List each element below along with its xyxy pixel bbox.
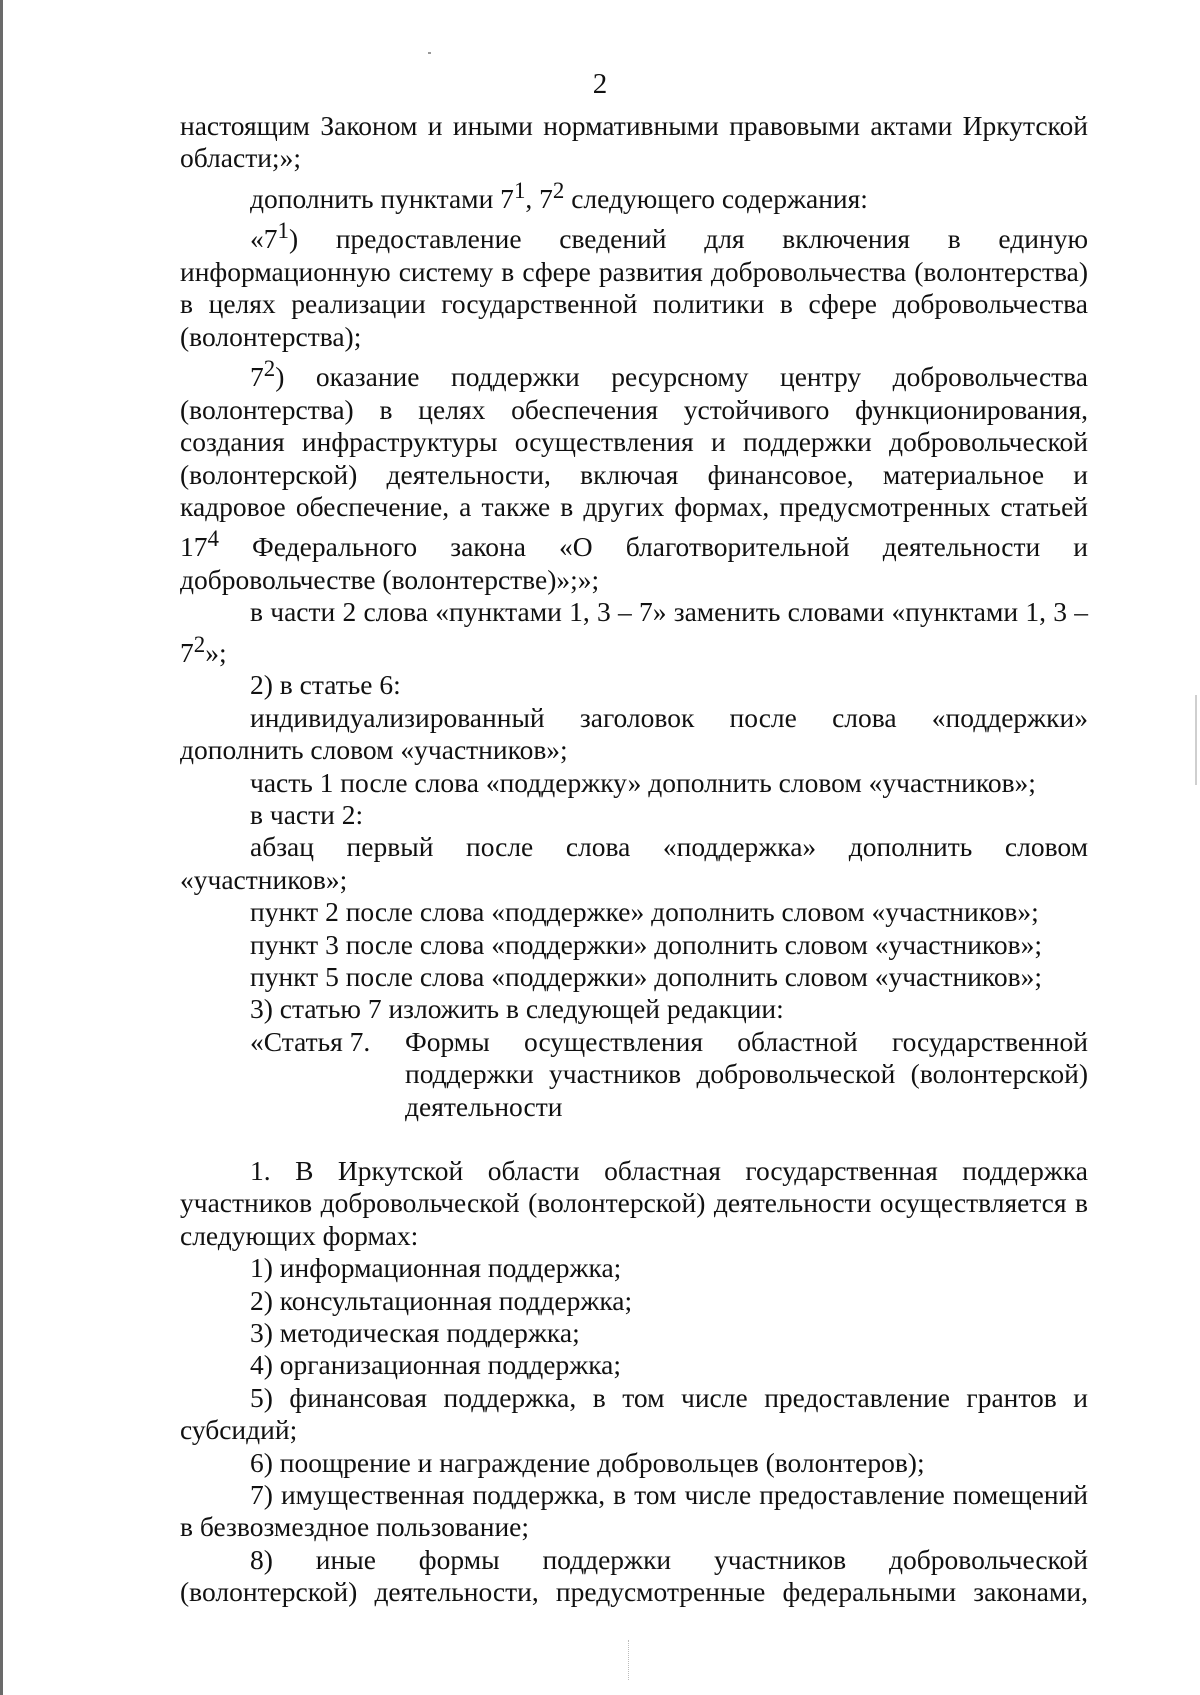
paragraph: $7^2$) оказание поддержки ресурсному центру добровольчества (волонтерства) в целях обеспечения устойчивого функционирования, создания инфраструктуры осуществления и поддержки добровольческой (волонтерской) деятельности, включая финансовое, материальное и кадровое обеспечение, а также в других формах, предусмотренных статьей $17^4$ Федерального закона «О благотворительной деятельности и добровольчестве (волонтерстве)»;»; (180, 356, 1088, 595)
list-item: 2) консультационная поддержка; (250, 1284, 633, 1316)
list-item: 3) методическая поддержка; (250, 1317, 580, 1348)
paragraph: 1. В Иркутской области областная государственная поддержка участников добровольческой (волонтерской) деятельности осуществляется в следующих формах: (180, 1154, 1088, 1251)
paragraph: в части 2 слова «пунктами 1, 3 – 7» заменить словами «пунктами 1, $3 - 7^2$»; (180, 596, 1088, 668)
paragraph: абзац первый после слова «поддержка» дополнить словом «участников»; (180, 831, 1088, 895)
list-item: 6) поощрение и награждение добровольцев (волонтеров); (250, 1446, 925, 1478)
scan-bottom-mark (628, 1640, 630, 1680)
article-heading-title: Формы осуществления областной государственной поддержки участников добровольческой (волонтерской) деятельности (405, 1025, 1088, 1122)
page-edge-shadow (0, 0, 3, 1695)
paragraph: 2) в статье 6: (250, 669, 401, 701)
page-number: 2 (592, 68, 608, 100)
paragraph: часть 1 после слова «поддержку» дополнить словом «участников»; (250, 766, 1036, 798)
list-item: 8) иные формы поддержки участников добровольческой (волонтерской) деятельности, предусмотренные федеральными законами, (180, 1543, 1088, 1608)
paragraph: 3) статью 7 изложить в следующей редакции: (250, 993, 784, 1025)
paragraph: в части 2: (250, 798, 364, 830)
article-heading (180, 1026, 1088, 1123)
paragraph: пункт 5 после слова «поддержки» дополнить словом «участников»; (250, 960, 1043, 992)
paragraph: индивидуализированный заголовок после слова «поддержки» дополнить словом «участников»; (180, 701, 1088, 766)
list-item: 4) организационная поддержка; (250, 1349, 622, 1381)
document-body (180, 110, 1088, 1609)
paragraph: пункт 3 после слова «поддержки» дополнить словом «участников»; (250, 928, 1043, 960)
spacer (180, 1123, 1088, 1155)
list-item: 1) информационная поддержка; (250, 1252, 622, 1284)
article-heading-label: «Статья 7. (250, 1025, 371, 1057)
list-item: 7) имущественная поддержка, в том числе предоставление помещений в безвозмездное пользование; (180, 1479, 1088, 1543)
scan-speck (428, 52, 431, 54)
list-item: 5) финансовая поддержка, в том числе предоставление грантов и субсидий; (180, 1381, 1088, 1446)
paragraph: «$7^1$) предоставление сведений для включения в единую информационную систему в сфере развития добровольчества (волонтерства) в целях реализации государственной политики в сфере добровольчества (волонтерства); (180, 218, 1088, 352)
paragraph: настоящим Законом и иными нормативными правовыми актами Иркутской области;»; (180, 110, 1088, 174)
scan-margin-mark (1195, 695, 1197, 785)
paragraph: пункт 2 после слова «поддержке» дополнить словом «участников»; (250, 896, 1039, 928)
paragraph: дополнить пунктами $7^1$, $7^2$ следующего содержания: (250, 177, 868, 214)
